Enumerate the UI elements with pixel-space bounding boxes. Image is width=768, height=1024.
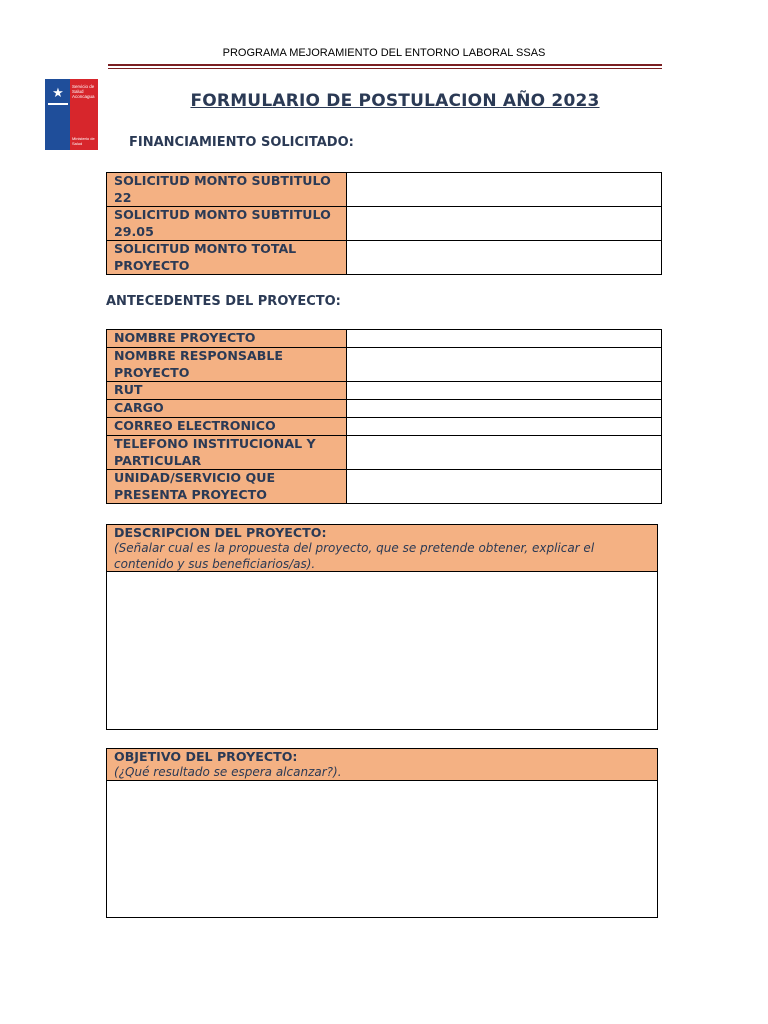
ministry-logo: [45, 79, 98, 150]
field-label: NOMBRE RESPONSABLE PROYECTO: [107, 348, 347, 382]
table-row: [107, 173, 662, 207]
field-value-input[interactable]: [346, 241, 661, 275]
table-row: [107, 241, 662, 275]
descripcion-text-area[interactable]: [107, 572, 657, 730]
field-value-input[interactable]: [346, 330, 661, 348]
field-value-input[interactable]: [346, 348, 661, 382]
antecedentes-table: [106, 329, 662, 504]
header-program-text: PROGRAMA MEJORAMIENTO DEL ENTORNO LABORAL SSAS: [222, 47, 546, 59]
descripcion-title: DESCRIPCION DEL PROYECTO:: [114, 525, 327, 540]
header-rule-thin: [108, 68, 662, 69]
field-value-input[interactable]: [346, 418, 661, 436]
financiamiento-heading: FINANCIAMIENTO SOLICITADO:: [129, 135, 354, 150]
field-label: NOMBRE PROYECTO: [107, 330, 347, 348]
table-row: [107, 382, 662, 400]
form-title: FORMULARIO DE POSTULACION AÑO 2023: [190, 91, 600, 111]
field-value-input[interactable]: [346, 400, 661, 418]
antecedentes-heading: ANTECEDENTES DEL PROYECTO:: [106, 294, 341, 309]
field-value-input[interactable]: [346, 207, 661, 241]
field-value-input[interactable]: [346, 382, 661, 400]
table-row: [107, 418, 662, 436]
objetivo-title: OBJETIVO DEL PROYECTO:: [114, 749, 298, 764]
descripcion-box: [106, 524, 658, 730]
field-label: TELEFONO INSTITUCIONAL Y PARTICULAR: [107, 436, 347, 470]
descripcion-instructions: (Señalar cual es la propuesta del proyecto, que se pretende obtener, explicar el contenido y sus beneficiarios/as).: [114, 541, 595, 571]
field-label: SOLICITUD MONTO SUBTITULO 22: [107, 173, 347, 207]
objetivo-box: [106, 748, 658, 918]
financiamiento-table: [106, 172, 662, 275]
field-value-input[interactable]: [346, 470, 661, 504]
table-row: [107, 470, 662, 504]
objetivo-header: [107, 749, 657, 781]
table-row: [107, 436, 662, 470]
field-label: CARGO: [107, 400, 347, 418]
field-label: RUT: [107, 382, 347, 400]
field-value-input[interactable]: [346, 173, 661, 207]
table-row: [107, 207, 662, 241]
header-rule: [108, 64, 662, 66]
objetivo-text-area[interactable]: [107, 781, 657, 918]
objetivo-instructions: (¿Qué resultado se espera alcanzar?).: [114, 765, 342, 779]
logo-bottom-text: Ministerio de Salud: [72, 136, 95, 146]
table-row: [107, 400, 662, 418]
descripcion-header: [107, 525, 657, 572]
field-label: SOLICITUD MONTO TOTAL PROYECTO: [107, 241, 347, 275]
logo-top-text: Servicio de Salud Aconcagua: [72, 84, 95, 99]
field-value-input[interactable]: [346, 436, 661, 470]
field-label: SOLICITUD MONTO SUBTITULO 29.05: [107, 207, 347, 241]
field-label: CORREO ELECTRONICO: [107, 418, 347, 436]
table-row: [107, 348, 662, 382]
star-icon: ★: [52, 86, 64, 101]
field-label: UNIDAD/SERVICIO QUE PRESENTA PROYECTO: [107, 470, 347, 504]
table-row: [107, 330, 662, 348]
